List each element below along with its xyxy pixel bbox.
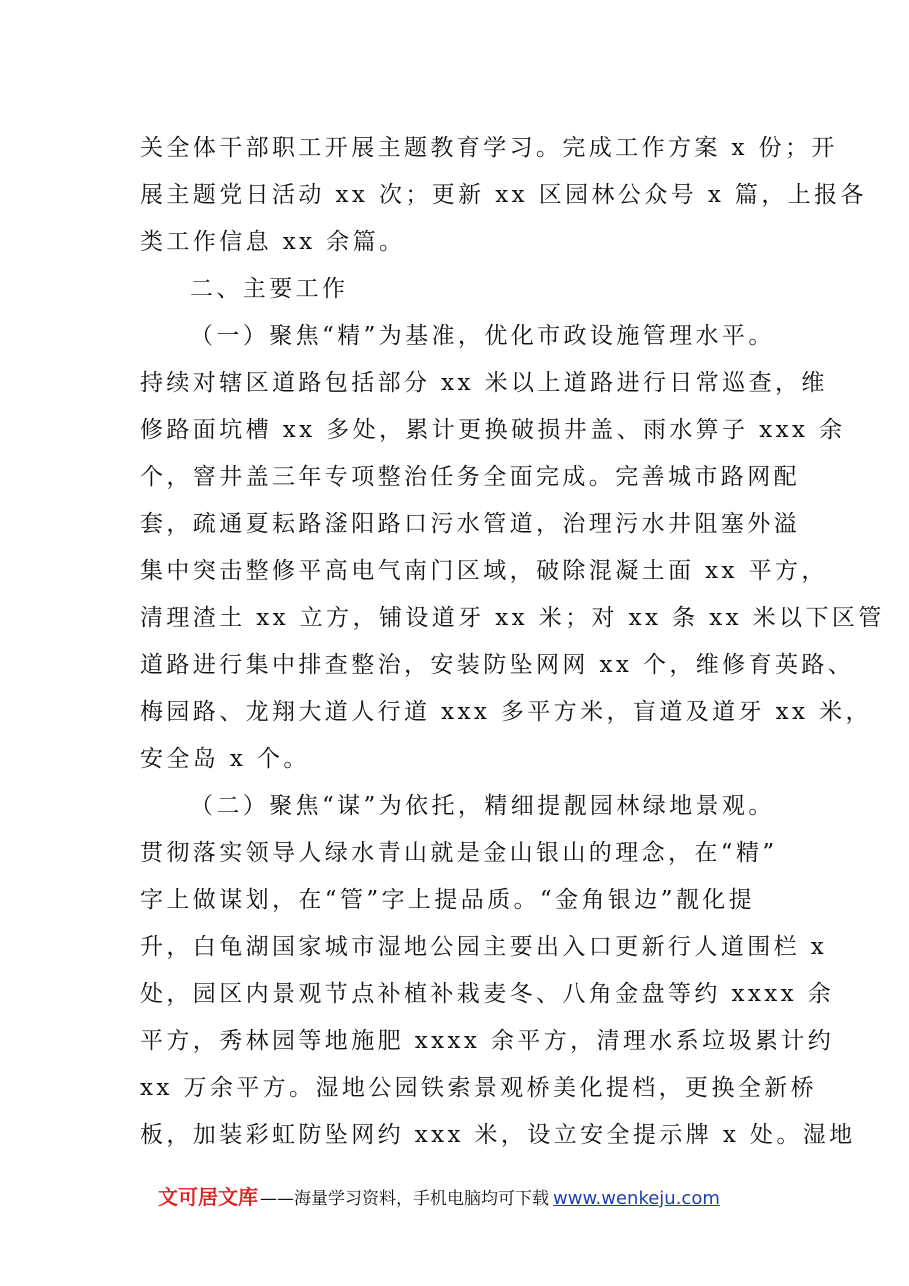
footer-link[interactable]: www.wenkeju.com [553, 1188, 720, 1209]
text-line: 板，加装彩虹防坠网约 xxx 米，设立安全提示牌 x 处。湿地 [140, 1122, 856, 1148]
text-line: 展主题党日活动 xx 次；更新 xx 区园林公众号 x 篇，上报各 [140, 182, 867, 208]
text-line: 平方，秀林园等地施肥 xxxx 余平方，清理水系垃圾累计约 [140, 1028, 835, 1054]
document-body [140, 125, 885, 1159]
text-line: 修路面坑槽 xx 多处，累计更换破损井盖、雨水箅子 xxx 余 [140, 417, 846, 443]
text-line: 持续对辖区道路包括部分 xx 米以上道路进行日常巡查，维 [140, 370, 828, 396]
text-line: 关全体干部职工开展主题教育学习。完成工作方案 x 份；开 [140, 135, 838, 161]
text-line: 梅园路、龙翔大道人行道 xxx 多平方米，盲道及道牙 xx 米， [140, 699, 872, 725]
text-line: 个，窨井盖三年专项整治任务全面完成。完善城市路网配 [140, 464, 800, 490]
text-line: 贯彻落实领导人绿水青山就是金山银山的理念，在“精” [140, 840, 778, 866]
text-line: 字上做谋划，在“管”字上提品质。“金角银边”靓化提 [140, 887, 756, 913]
text-line: 安全岛 x 个。 [140, 746, 310, 772]
text-line: 处，园区内景观节点补植补栽麦冬、八角金盘等约 xxxx 余 [140, 981, 835, 1007]
text-line: 类工作信息 xx 余篇。 [140, 229, 406, 255]
footer-banner [158, 1181, 858, 1217]
text-line: 套，疏通夏耘路滏阳路口污水管道，治理污水井阻塞外溢 [140, 511, 800, 537]
footer-description: ——海量学习资料，手机电脑均可下载 [260, 1189, 549, 1209]
text-line: 升，白龟湖国家城市湿地公园主要出入口更新行人道围栏 x [140, 934, 828, 960]
text-line: 二、主要工作 [190, 276, 349, 302]
text-line: 清理渣土 xx 立方，铺设道牙 xx 米；对 xx 条 xx 米以下区管 [140, 605, 885, 631]
text-line: （二）聚焦“谋”为依托，精细提靓园林绿地景观。 [190, 793, 775, 819]
text-line: 道路进行集中排查整治，安装防坠网网 xx 个，维修育英路、 [140, 652, 855, 678]
text-line: 集中突击整修平高电气南门区域，破除混凝土面 xx 平方， [140, 558, 828, 584]
text-line: xx 万余平方。湿地公园铁索景观桥美化提档，更换全新桥 [140, 1075, 818, 1101]
text-line: （一）聚焦“精”为基准，优化市政设施管理水平。 [190, 323, 775, 349]
footer-brand: 文可居文库 [158, 1185, 258, 1209]
